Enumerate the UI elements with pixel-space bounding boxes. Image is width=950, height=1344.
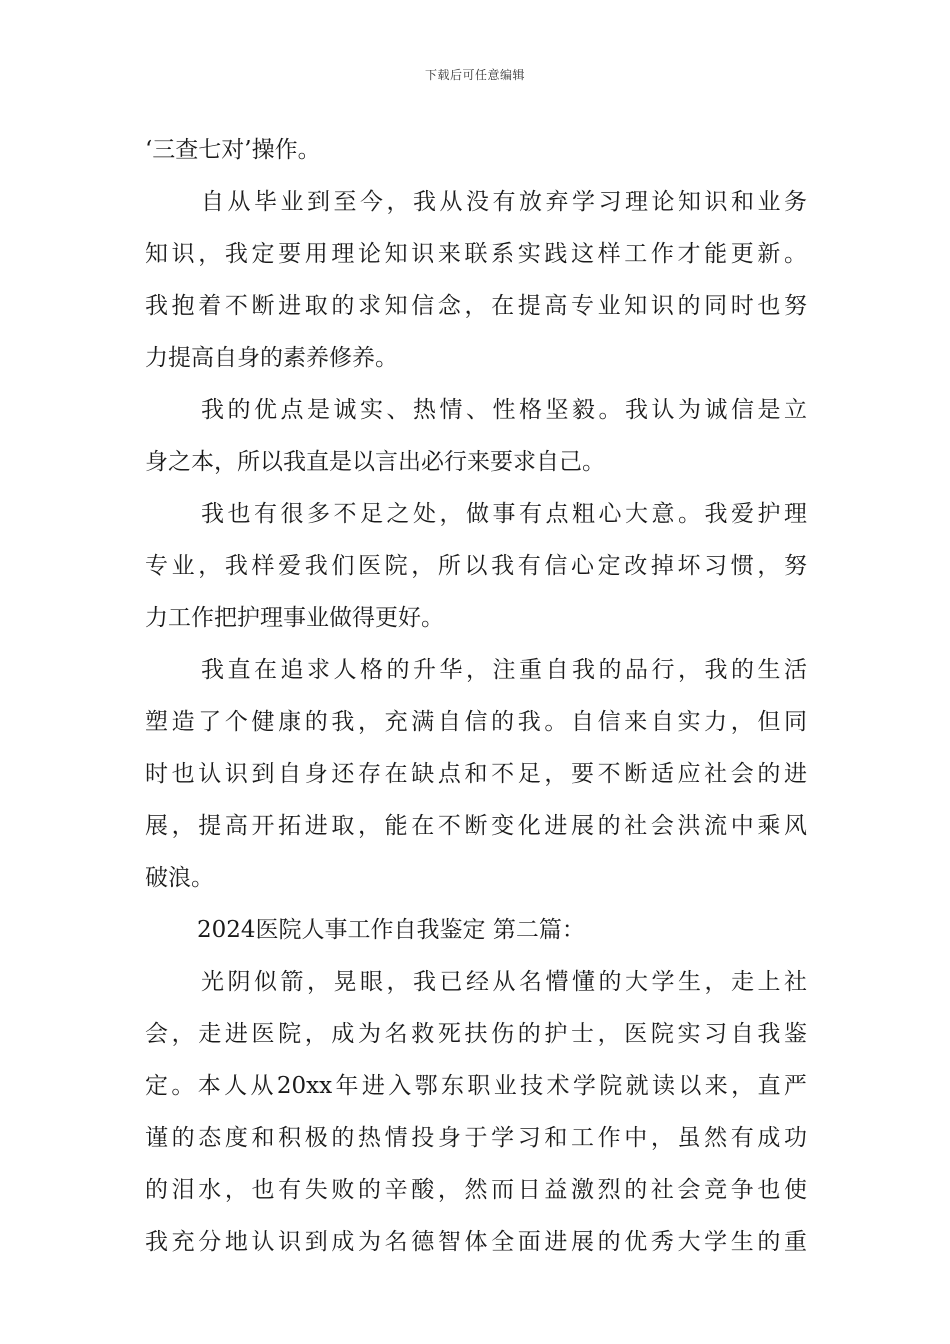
text-line: 力提高自身的素养修养。 (145, 345, 398, 371)
text-line: 我 也 有 很 多 不 足 之 处 ， 做 事 有 点 粗 心 大 意 。 我 爱 护 理 (201, 501, 807, 527)
text-line: 塑 造 了 个 健 康 的 我 ， 充 满 自 信 的 我 。 自 信 来 自 实 力 ， 但 同 (145, 709, 807, 735)
document-body (145, 124, 807, 1268)
text-line: 会 ， 走 进 医 院 ， 成 为 名 救 死 扶 伤 的 护 士 ， 医 院 实 习 自 我 鉴 (145, 1021, 807, 1047)
text-line: 时 也 认 识 到 自 身 还 存 在 缺 点 和 不 足 ， 要 不 断 适 应 社 会 的 进 (145, 761, 807, 787)
text-line: 力工作把护理事业做得更好。 (145, 605, 444, 631)
text-line: 破浪。 (145, 865, 214, 891)
text-line: 的 泪 水 ， 也 有 失 败 的 辛 酸 ， 然 而 日 益 激 烈 的 社 会 竞 争 也 使 (145, 1177, 807, 1203)
text-line: 身之本，所以我直是以言出必行来要求自己。 (145, 449, 605, 475)
text-line: 自 从 毕 业 到 至 今 ， 我 从 没 有 放 弃 学 习 理 论 知 识 和 业 务 (201, 189, 807, 215)
text-line: 定 。 本 人 从 20xx 年 进 入 鄂 东 职 业 技 术 学 院 就 读 以 来 ， 直 严 (145, 1073, 807, 1099)
text-line: 谨 的 态 度 和 积 极 的 热 情 投 身 于 学 习 和 工 作 中 ， 虽 然 有 成 功 (145, 1125, 807, 1151)
text-line: 我 抱 着 不 断 进 取 的 求 知 信 念 ， 在 提 高 专 业 知 识 的 同 时 也 努 (145, 293, 807, 319)
page-header: 下载后可任意编辑 (424, 68, 525, 82)
text-line: 2024医院人事工作自我鉴定 第二篇： (197, 917, 585, 943)
text-line: 我 充 分 地 认 识 到 成 为 名 德 智 体 全 面 进 展 的 优 秀 大 学 生 的 重 (145, 1229, 807, 1255)
text-line: 我 的 优 点 是 诚 实 、 热 情 、 性 格 坚 毅 。 我 认 为 诚 信 是 立 (201, 397, 807, 423)
text-line: ‘三查七对’操作。 (145, 137, 321, 163)
text-line: 知 识 ， 我 定 要 用 理 论 知 识 来 联 系 实 践 这 样 工 作 才 能 更 新 。 (145, 241, 807, 267)
text-line: 光 阴 似 箭 ， 晃 眼 ， 我 已 经 从 名 懵 懂 的 大 学 生 ， 走 上 社 (201, 969, 807, 995)
text-line: 我 直 在 追 求 人 格 的 升 华 ， 注 重 自 我 的 品 行 ， 我 的 生 活 (201, 657, 807, 683)
text-line: 专 业 ， 我 样 爱 我 们 医 院 ， 所 以 我 有 信 心 定 改 掉 坏 习 惯 ， 努 (145, 553, 807, 579)
text-line: 展 ， 提 高 开 拓 进 取 ， 能 在 不 断 变 化 进 展 的 社 会 洪 流 中 乘 风 (145, 813, 807, 839)
